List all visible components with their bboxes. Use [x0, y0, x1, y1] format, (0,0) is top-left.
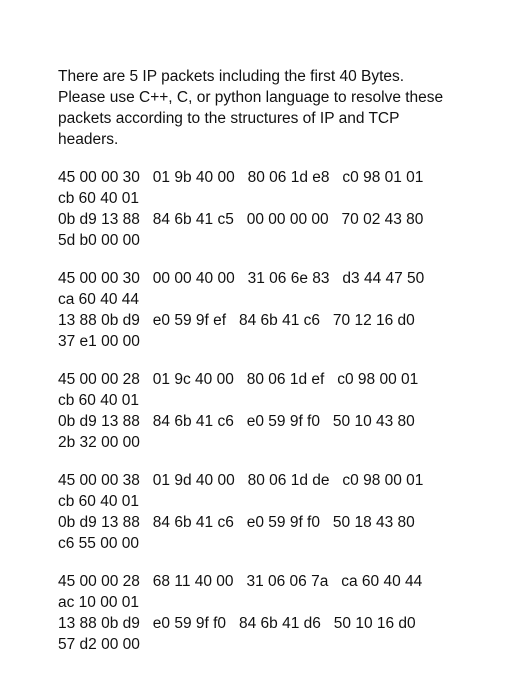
packet-hex-line: 0b d9 13 88 84 6b 41 c6 e0 59 9f f0 50 18 43 80: [58, 514, 415, 531]
instruction-line: Please use C++, C, or python language to resolve these: [58, 89, 444, 106]
instructions-paragraph: [58, 66, 478, 150]
packet-hex-line: cb 60 40 01: [58, 190, 140, 207]
packet-hex-line: 5d b0 00 00: [58, 232, 140, 249]
packet-hex-line: ca 60 40 44: [58, 291, 140, 308]
packet-hex-line: 45 00 00 28 01 9c 40 00 80 06 1d ef c0 98 00 01: [58, 371, 419, 388]
packet-hex-line: cb 60 40 01: [58, 493, 140, 510]
instruction-line: There are 5 IP packets including the first 40 Bytes.: [58, 68, 405, 85]
packet-hex-line: 45 00 00 38 01 9d 40 00 80 06 1d de c0 98 00 01: [58, 472, 424, 489]
instruction-line: packets according to the structures of IP and TCP: [58, 110, 400, 127]
packet-hex-line: 45 00 00 30 01 9b 40 00 80 06 1d e8 c0 98 01 01: [58, 169, 424, 186]
packet-hex-line: 2b 32 00 00: [58, 434, 140, 451]
packet-block-1: [58, 167, 478, 251]
instruction-line: headers.: [58, 131, 119, 148]
packet-block-2: [58, 268, 478, 352]
packet-block-4: [58, 470, 478, 554]
packet-hex-line: 0b d9 13 88 84 6b 41 c6 e0 59 9f f0 50 10 43 80: [58, 413, 415, 430]
packet-hex-line: cb 60 40 01: [58, 392, 140, 409]
packet-hex-line: 45 00 00 30 00 00 40 00 31 06 6e 83 d3 44 47 50: [58, 270, 425, 287]
packet-hex-line: ac 10 00 01: [58, 594, 140, 611]
packet-hex-line: 13 88 0b d9 e0 59 9f f0 84 6b 41 d6 50 10 16 d0: [58, 615, 416, 632]
packet-hex-line: 57 d2 00 00: [58, 636, 140, 653]
packet-hex-line: 0b d9 13 88 84 6b 41 c5 00 00 00 00 70 02 43 80: [58, 211, 424, 228]
packet-block-5: [58, 571, 478, 655]
packet-hex-line: 37 e1 00 00: [58, 333, 140, 350]
packet-hex-line: c6 55 00 00: [58, 535, 140, 552]
packet-block-3: [58, 369, 478, 453]
document-body: [58, 66, 478, 672]
packet-hex-line: 13 88 0b d9 e0 59 9f ef 84 6b 41 c6 70 12 16 d0: [58, 312, 415, 329]
packet-hex-line: 45 00 00 28 68 11 40 00 31 06 06 7a ca 60 40 44: [58, 573, 423, 590]
